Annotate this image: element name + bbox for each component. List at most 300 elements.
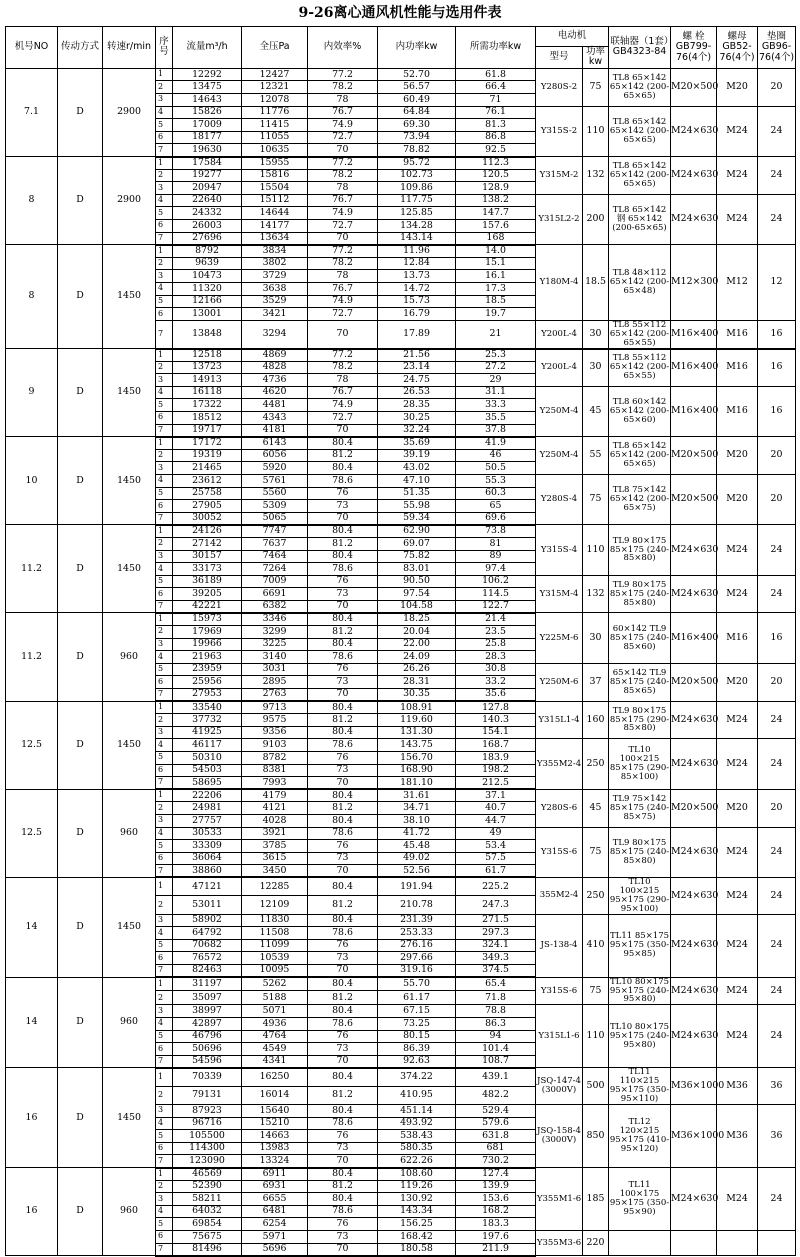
bolt-cell: M24×630 (671, 157, 717, 195)
required-power-cell: 168.7 (456, 739, 536, 752)
flow-cell: 26003 (173, 220, 242, 233)
nut-cell: M24 (717, 157, 758, 195)
nut-cell: M24 (717, 977, 758, 1005)
pressure-cell: 6382 (242, 600, 308, 613)
fan-number-cell: 8 (6, 245, 58, 349)
seq-cell: 6 (156, 952, 173, 965)
header-motor-type: 型号 (536, 47, 583, 69)
seq-cell: 6 (156, 1230, 173, 1243)
internal-power-cell: 253.33 (378, 927, 456, 940)
page-title: 9-26离心通风机性能与选用件表 (298, 5, 502, 21)
flow-cell: 46569 (173, 1168, 242, 1181)
fan-number-cell: 16 (6, 1168, 58, 1256)
flow-cell: 53011 (173, 896, 242, 914)
nut-cell: M24 (717, 701, 758, 739)
pressure-cell: 4936 (242, 1017, 308, 1030)
pressure-cell: 3921 (242, 827, 308, 840)
pressure-cell: 4181 (242, 424, 308, 437)
required-power-cell: 168.2 (456, 1205, 536, 1218)
coupling-cell: TL12 120×215 95×175 (410-95×120) (609, 1105, 671, 1168)
flow-cell: 17172 (173, 437, 242, 450)
bolt-cell: M16×400 (671, 386, 717, 436)
seq-cell: 5 (156, 119, 173, 132)
washer-cell: 36 (758, 1105, 796, 1168)
seq-cell: 3 (156, 374, 173, 387)
nut-cell: M24 (717, 914, 758, 977)
required-power-cell: 21 (456, 320, 536, 348)
internal-power-cell: 52.56 (378, 865, 456, 878)
flow-cell: 23959 (173, 663, 242, 676)
internal-efficiency-cell: 70 (308, 232, 378, 245)
required-power-cell: 33.2 (456, 676, 536, 689)
flow-cell: 69854 (173, 1218, 242, 1231)
motor-power-cell: 45 (583, 386, 609, 436)
flow-cell: 19277 (173, 169, 242, 182)
table-row (6, 245, 796, 258)
nut-cell: M20 (717, 437, 758, 475)
pressure-cell: 14644 (242, 207, 308, 220)
washer-cell (758, 1230, 796, 1255)
header-bolt: 螺 栓 GB799-76(4个) (671, 27, 717, 69)
seq-cell: 3 (156, 94, 173, 107)
required-power-cell: 66.4 (456, 81, 536, 94)
internal-efficiency-cell: 78 (308, 94, 378, 107)
flow-cell: 70339 (173, 1068, 242, 1086)
internal-power-cell: 410.95 (378, 1086, 456, 1104)
motor-power-cell: 55 (583, 437, 609, 475)
flow-cell: 30533 (173, 827, 242, 840)
motor-type-cell: JS-138-4 (536, 914, 583, 977)
required-power-cell: 138.2 (456, 194, 536, 207)
seq-cell: 6 (156, 1142, 173, 1155)
flow-cell: 38860 (173, 865, 242, 878)
washer-cell: 24 (758, 739, 796, 789)
flow-cell: 54596 (173, 1055, 242, 1068)
pressure-cell: 12109 (242, 896, 308, 914)
flow-cell: 13723 (173, 361, 242, 374)
internal-power-cell: 125.85 (378, 207, 456, 220)
bolt-cell: M20×500 (671, 474, 717, 524)
speed-cell: 1450 (103, 1068, 156, 1168)
internal-power-cell: 493.92 (378, 1117, 456, 1130)
internal-efficiency-cell: 72.7 (308, 308, 378, 321)
pressure-cell: 7993 (242, 777, 308, 790)
required-power-cell: 53.4 (456, 840, 536, 853)
flow-cell: 37732 (173, 714, 242, 727)
internal-efficiency-cell: 76 (308, 575, 378, 588)
speed-cell: 960 (103, 613, 156, 701)
internal-power-cell: 73.94 (378, 131, 456, 144)
pressure-cell: 3140 (242, 651, 308, 664)
internal-power-cell: 297.66 (378, 952, 456, 965)
washer-cell: 24 (758, 914, 796, 977)
flow-cell: 64792 (173, 927, 242, 940)
pressure-cell: 12427 (242, 68, 308, 81)
table-row (6, 1168, 796, 1181)
motor-type-cell: Y315L2-2 (536, 194, 583, 244)
flow-cell: 18512 (173, 411, 242, 424)
internal-efficiency-cell: 78.6 (308, 563, 378, 576)
fan-performance-table (5, 26, 796, 1257)
pressure-cell: 4869 (242, 349, 308, 362)
required-power-cell: 15.1 (456, 257, 536, 270)
required-power-cell: 122.7 (456, 600, 536, 613)
seq-cell: 3 (156, 914, 173, 927)
speed-cell: 1450 (103, 877, 156, 977)
coupling-cell: TL9 80×175 85×175 (290-85×80) (609, 701, 671, 739)
internal-power-cell: 52.70 (378, 68, 456, 81)
internal-efficiency-cell: 80.4 (308, 1168, 378, 1181)
flow-cell: 22640 (173, 194, 242, 207)
internal-efficiency-cell: 78.2 (308, 81, 378, 94)
nut-cell: M24 (717, 525, 758, 575)
seq-cell: 4 (156, 282, 173, 295)
pressure-cell: 9575 (242, 714, 308, 727)
motor-type-cell: Y355M3-6 (536, 1230, 583, 1255)
seq-cell: 6 (156, 131, 173, 144)
internal-power-cell: 131.30 (378, 726, 456, 739)
speed-cell: 1450 (103, 349, 156, 437)
required-power-cell: 147.7 (456, 207, 536, 220)
internal-power-cell: 92.63 (378, 1055, 456, 1068)
seq-cell: 2 (156, 169, 173, 182)
required-power-cell: 97.4 (456, 563, 536, 576)
drive-cell: D (58, 613, 103, 701)
motor-type-cell: Y225M-6 (536, 613, 583, 663)
seq-cell: 3 (156, 270, 173, 283)
internal-power-cell: 180.58 (378, 1243, 456, 1256)
required-power-cell: 37.1 (456, 789, 536, 802)
pressure-cell: 3615 (242, 852, 308, 865)
internal-efficiency-cell: 80.4 (308, 789, 378, 802)
required-power-cell: 35.6 (456, 689, 536, 702)
seq-cell: 1 (156, 349, 173, 362)
flow-cell: 24126 (173, 525, 242, 538)
pressure-cell: 4764 (242, 1030, 308, 1043)
flow-cell: 12166 (173, 295, 242, 308)
flow-cell: 24332 (173, 207, 242, 220)
washer-cell: 16 (758, 320, 796, 348)
pressure-cell: 5761 (242, 474, 308, 487)
internal-power-cell: 181.10 (378, 777, 456, 790)
pressure-cell: 3638 (242, 282, 308, 295)
header-required-power: 所需功率kw (456, 27, 536, 69)
internal-efficiency-cell: 78.6 (308, 1017, 378, 1030)
flow-cell: 20947 (173, 182, 242, 195)
seq-cell: 5 (156, 939, 173, 952)
pressure-cell: 3031 (242, 663, 308, 676)
washer-cell: 24 (758, 977, 796, 1005)
internal-efficiency-cell: 80.4 (308, 877, 378, 895)
pressure-cell: 12321 (242, 81, 308, 94)
internal-power-cell: 83.01 (378, 563, 456, 576)
required-power-cell: 14.0 (456, 245, 536, 258)
flow-cell: 13848 (173, 320, 242, 348)
required-power-cell: 31.1 (456, 386, 536, 399)
pressure-cell: 8381 (242, 764, 308, 777)
washer-cell: 16 (758, 349, 796, 387)
seq-cell: 7 (156, 865, 173, 878)
seq-cell: 1 (156, 157, 173, 170)
internal-efficiency-cell: 73 (308, 500, 378, 513)
flow-cell: 19966 (173, 638, 242, 651)
motor-type-cell: Y200L-4 (536, 349, 583, 387)
internal-efficiency-cell: 73 (308, 952, 378, 965)
required-power-cell: 139.9 (456, 1180, 536, 1193)
pressure-cell: 14177 (242, 220, 308, 233)
coupling-cell: TL11 85×175 95×175 (350-95×85) (609, 914, 671, 977)
seq-cell: 7 (156, 689, 173, 702)
internal-efficiency-cell: 81.2 (308, 449, 378, 462)
flow-cell: 21465 (173, 462, 242, 475)
internal-efficiency-cell: 81.2 (308, 626, 378, 639)
internal-power-cell: 47.10 (378, 474, 456, 487)
seq-cell: 4 (156, 651, 173, 664)
table-row (6, 789, 796, 802)
internal-power-cell: 18.25 (378, 613, 456, 626)
required-power-cell: 21.4 (456, 613, 536, 626)
internal-power-cell: 143.75 (378, 739, 456, 752)
internal-power-cell: 26.53 (378, 386, 456, 399)
flow-cell: 13475 (173, 81, 242, 94)
internal-power-cell: 14.72 (378, 282, 456, 295)
washer-cell: 24 (758, 1005, 796, 1068)
washer-cell: 24 (758, 157, 796, 195)
seq-cell: 6 (156, 500, 173, 513)
coupling-cell: TL8 60×142 65×142 (200-65×60) (609, 386, 671, 436)
internal-efficiency-cell: 70 (308, 965, 378, 978)
flow-cell: 30052 (173, 512, 242, 525)
bolt-cell: M24×630 (671, 106, 717, 156)
seq-cell: 3 (156, 1105, 173, 1118)
washer-cell: 24 (758, 106, 796, 156)
nut-cell: M24 (717, 739, 758, 789)
nut-cell: M36 (717, 1105, 758, 1168)
motor-type-cell: Y250M-4 (536, 386, 583, 436)
pressure-cell: 4828 (242, 361, 308, 374)
seq-cell: 7 (156, 965, 173, 978)
required-power-cell: 16.1 (456, 270, 536, 283)
flow-cell: 114300 (173, 1142, 242, 1155)
motor-power-cell: 110 (583, 525, 609, 575)
bolt-cell (671, 1230, 717, 1255)
internal-power-cell: 13.73 (378, 270, 456, 283)
motor-type-cell: Y315S-6 (536, 827, 583, 877)
bolt-cell: M36×1000 (671, 1068, 717, 1105)
flow-cell: 58902 (173, 914, 242, 927)
internal-efficiency-cell: 72.7 (308, 220, 378, 233)
required-power-cell: 44.7 (456, 814, 536, 827)
motor-power-cell: 132 (583, 575, 609, 613)
header-coupling: 联轴器（1套）GB4323-84 (609, 27, 671, 69)
flow-cell: 12518 (173, 349, 242, 362)
internal-efficiency-cell: 76.7 (308, 194, 378, 207)
internal-efficiency-cell: 73 (308, 852, 378, 865)
internal-power-cell: 64.84 (378, 106, 456, 119)
flow-cell: 42897 (173, 1017, 242, 1030)
internal-power-cell: 168.90 (378, 764, 456, 777)
coupling-cell (609, 1230, 671, 1255)
internal-efficiency-cell: 81.2 (308, 991, 378, 1005)
internal-efficiency-cell: 80.4 (308, 525, 378, 538)
nut-cell: M12 (717, 245, 758, 321)
internal-power-cell: 69.07 (378, 537, 456, 550)
required-power-cell: 482.2 (456, 1086, 536, 1104)
internal-efficiency-cell: 78.6 (308, 827, 378, 840)
flow-cell: 58211 (173, 1193, 242, 1206)
washer-cell: 20 (758, 474, 796, 524)
internal-efficiency-cell: 80.4 (308, 550, 378, 563)
motor-power-cell: 220 (583, 1230, 609, 1255)
drive-cell: D (58, 245, 103, 349)
seq-cell: 7 (156, 1155, 173, 1168)
seq-cell: 2 (156, 1086, 173, 1104)
seq-cell: 1 (156, 613, 173, 626)
bolt-cell: M12×300 (671, 245, 717, 321)
coupling-cell: TL10 80×175 95×175 (240-95×80) (609, 1005, 671, 1068)
coupling-cell: 65×142 TL9 85×175 (240-85×65) (609, 663, 671, 701)
required-power-cell: 681 (456, 1142, 536, 1155)
bolt-cell: M20×500 (671, 663, 717, 701)
internal-power-cell: 109.86 (378, 182, 456, 195)
pressure-cell: 15504 (242, 182, 308, 195)
flow-cell: 12292 (173, 68, 242, 81)
flow-cell: 27953 (173, 689, 242, 702)
flow-cell: 17009 (173, 119, 242, 132)
drive-cell: D (58, 349, 103, 437)
internal-power-cell: 45.48 (378, 840, 456, 853)
internal-efficiency-cell: 72.7 (308, 131, 378, 144)
motor-type-cell: Y280S-6 (536, 789, 583, 827)
required-power-cell: 127.4 (456, 1168, 536, 1181)
washer-cell: 24 (758, 877, 796, 914)
pressure-cell: 5188 (242, 991, 308, 1005)
internal-efficiency-cell: 81.2 (308, 714, 378, 727)
table-row (6, 68, 796, 81)
pressure-cell: 5971 (242, 1230, 308, 1243)
required-power-cell: 55.3 (456, 474, 536, 487)
internal-efficiency-cell: 70 (308, 689, 378, 702)
seq-cell: 7 (156, 232, 173, 245)
motor-power-cell: 30 (583, 349, 609, 387)
flow-cell: 58695 (173, 777, 242, 790)
nut-cell: M24 (717, 1168, 758, 1231)
seq-cell: 4 (156, 1117, 173, 1130)
flow-cell: 33173 (173, 563, 242, 576)
pressure-cell: 3729 (242, 270, 308, 283)
motor-type-cell: Y315L1-4 (536, 701, 583, 739)
motor-power-cell: 37 (583, 663, 609, 701)
flow-cell: 33309 (173, 840, 242, 853)
required-power-cell: 73.8 (456, 525, 536, 538)
motor-type-cell: Y355M1-6 (536, 1168, 583, 1231)
flow-cell: 81496 (173, 1243, 242, 1256)
motor-power-cell: 75 (583, 827, 609, 877)
drive-cell: D (58, 1168, 103, 1256)
required-power-cell: 89 (456, 550, 536, 563)
drive-cell: D (58, 789, 103, 877)
bolt-cell: M24×630 (671, 194, 717, 244)
pressure-cell: 6254 (242, 1218, 308, 1231)
pressure-cell: 5262 (242, 977, 308, 991)
nut-cell: M24 (717, 827, 758, 877)
flow-cell: 82463 (173, 965, 242, 978)
fan-number-cell: 14 (6, 977, 58, 1068)
required-power-cell: 78.8 (456, 1005, 536, 1018)
internal-efficiency-cell: 70 (308, 1243, 378, 1256)
flow-cell: 46117 (173, 739, 242, 752)
pressure-cell: 15112 (242, 194, 308, 207)
flow-cell: 25758 (173, 487, 242, 500)
internal-power-cell: 78.82 (378, 144, 456, 157)
internal-power-cell: 231.39 (378, 914, 456, 927)
internal-power-cell: 580.35 (378, 1142, 456, 1155)
seq-cell: 4 (156, 827, 173, 840)
required-power-cell: 86.8 (456, 131, 536, 144)
seq-cell: 5 (156, 207, 173, 220)
seq-cell: 2 (156, 802, 173, 815)
pressure-cell: 2895 (242, 676, 308, 689)
seq-cell: 1 (156, 1168, 173, 1181)
speed-cell: 1450 (103, 525, 156, 613)
header-speed: 转速r/min (103, 27, 156, 69)
internal-power-cell: 30.25 (378, 411, 456, 424)
motor-power-cell: 75 (583, 977, 609, 1005)
flow-cell: 105500 (173, 1130, 242, 1143)
required-power-cell: 168 (456, 232, 536, 245)
seq-cell: 2 (156, 626, 173, 639)
internal-efficiency-cell: 74.9 (308, 295, 378, 308)
motor-type-cell: Y315S-6 (536, 977, 583, 1005)
required-power-cell: 153.6 (456, 1193, 536, 1206)
required-power-cell: 19.7 (456, 308, 536, 321)
seq-cell: 5 (156, 575, 173, 588)
pressure-cell: 6143 (242, 437, 308, 450)
pressure-cell: 5560 (242, 487, 308, 500)
required-power-cell: 29 (456, 374, 536, 387)
required-power-cell: 225.2 (456, 877, 536, 895)
pressure-cell: 9103 (242, 739, 308, 752)
header-internal-efficiency: 内效率% (308, 27, 378, 69)
flow-cell: 41925 (173, 726, 242, 739)
flow-cell: 30157 (173, 550, 242, 563)
required-power-cell: 154.1 (456, 726, 536, 739)
required-power-cell: 101.4 (456, 1043, 536, 1056)
required-power-cell: 112.3 (456, 157, 536, 170)
seq-cell: 4 (156, 386, 173, 399)
seq-cell: 4 (156, 474, 173, 487)
pressure-cell: 2763 (242, 689, 308, 702)
seq-cell: 4 (156, 563, 173, 576)
coupling-cell: TL11 110×215 95×175 (350-95×110) (609, 1067, 670, 1105)
required-power-cell: 30.8 (456, 663, 536, 676)
required-power-cell: 18.5 (456, 295, 536, 308)
seq-cell: 3 (156, 182, 173, 195)
nut-cell (717, 1230, 758, 1255)
internal-efficiency-cell: 78.2 (308, 257, 378, 270)
flow-cell: 50696 (173, 1043, 242, 1056)
internal-efficiency-cell: 78.6 (308, 927, 378, 940)
internal-efficiency-cell: 70 (308, 777, 378, 790)
internal-efficiency-cell: 76 (308, 1030, 378, 1043)
required-power-cell: 65.4 (456, 977, 536, 991)
nut-cell: M36 (717, 1068, 758, 1105)
flow-cell: 22206 (173, 789, 242, 802)
internal-power-cell: 90.50 (378, 575, 456, 588)
seq-cell: 1 (156, 525, 173, 538)
bolt-cell: M24×630 (671, 1005, 717, 1068)
internal-power-cell: 130.92 (378, 1193, 456, 1206)
